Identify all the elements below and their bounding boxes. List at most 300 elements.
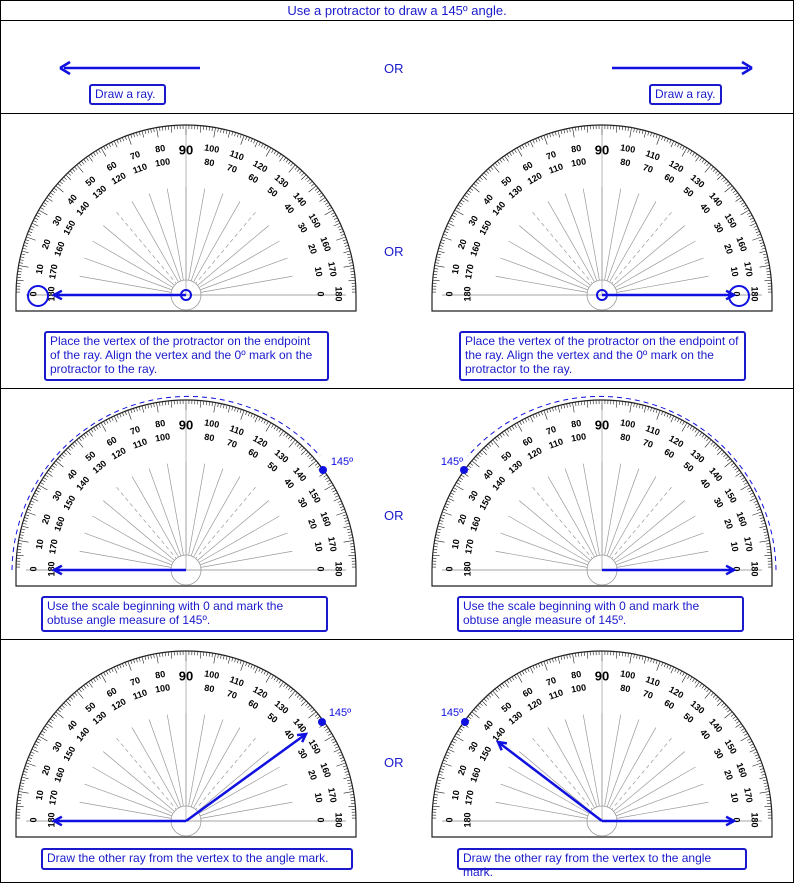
protractor-tick [33,220,37,222]
protractor-tick [346,774,350,775]
protractor-tick [344,540,354,542]
protractor-tick [762,248,766,249]
protractor-tick [436,783,440,784]
protractor-tick [731,714,734,717]
protractor-tick [133,133,134,137]
protractor-tick [549,408,550,412]
protractor-tick [301,175,306,180]
protractor-tick [56,461,64,467]
protractor-tick [251,414,253,418]
protractor-tick [727,458,730,461]
protractor-outer-label: 110 [228,423,246,438]
protractor-tick [743,480,746,482]
protractor-tick [544,410,547,419]
protractor-outer-label: 10 [449,538,462,550]
protractor-tick [301,450,306,455]
protractor-tick [96,677,98,680]
protractor-outer-label: 60 [520,685,535,700]
protractor-tick [472,186,480,192]
protractor-tick [31,501,35,503]
protractor-inner-label: 120 [109,170,128,187]
protractor-tick [484,173,487,176]
protractor-outer-label: 170 [742,535,755,553]
protractor-tick [628,402,629,406]
protractor-tick [500,159,502,162]
protractor-tick [348,535,352,536]
protractor-tick [762,774,766,775]
protractor-tick [749,741,753,743]
protractor-tick [212,402,213,406]
protractor-inner-label: 60 [662,446,677,461]
protractor-tick [452,741,456,743]
protractor-tick [142,131,144,138]
protractor-tick [759,526,766,528]
protractor-tick [657,410,660,419]
protractor-tick [19,538,23,539]
protractor-tick [555,132,556,136]
protractor-tick [77,440,83,448]
protractor-tick [136,658,137,662]
protractor-tick [700,432,702,435]
protractor-tick [644,131,646,138]
protractor-tick [512,426,514,429]
protractor-tick [348,806,355,807]
protractor-tick [162,653,163,657]
protractor-tick [482,701,487,706]
protractor-tick [26,763,35,766]
protractor-tick [530,667,533,673]
protractor-outer-label: 120 [251,158,270,175]
protractor-tick [438,251,445,253]
protractor-tick [555,658,556,662]
step-4-right-caption: Draw the other ray from the vertex to the angle mark. [457,848,747,870]
protractor-tick [32,223,38,226]
protractor-tick [228,406,230,413]
protractor-tick [261,419,263,423]
protractor-inner-label: 30 [711,220,726,235]
protractor-tick [74,167,77,170]
protractor-tick [444,231,448,232]
protractor-tick [695,156,699,162]
protractor-tick [628,653,629,657]
protractor-tick [458,480,461,482]
protractor-outer-label: 70 [544,148,558,162]
protractor-s4-left [16,651,356,837]
protractor-end-label-left-inner: 180 [46,812,57,828]
protractor-end-label-left: 0 [28,291,39,297]
protractor-tick [36,741,40,743]
protractor-tick [21,529,25,530]
protractor-tick [241,135,244,144]
protractor-tick [476,707,479,710]
protractor-tick [713,695,716,698]
protractor-inner-label: 50 [681,710,696,725]
protractor-tick [274,426,276,429]
protractor-tick [19,789,23,790]
protractor-tick [251,139,253,143]
protractor-tick [572,654,574,664]
protractor-outer-label: 50 [83,174,98,189]
protractor-outer-label: 80 [570,417,582,430]
protractor-inner-label: 20 [722,768,735,782]
protractor-tick [507,154,509,157]
protractor-tick [759,251,766,253]
protractor-tick [664,137,665,141]
protractor-tick [466,193,469,195]
protractor-tick [284,683,286,686]
protractor-tick [482,175,487,180]
protractor-tick [756,231,760,232]
protractor-tick [570,128,571,132]
protractor-tick [151,129,152,133]
protractor-end-label-left-inner: 180 [462,286,473,302]
protractor-tick [111,668,113,672]
protractor-tick [120,414,122,418]
protractor-tick [43,477,46,479]
protractor-inner-label: 40 [282,727,297,742]
protractor-tick [20,257,24,258]
protractor-outer-label: 70 [544,423,558,437]
protractor-tick [502,683,504,686]
protractor-end-label-right: 180 [749,561,760,577]
protractor-tick [307,179,310,182]
protractor-inner-label: 100 [154,156,171,169]
protractor-tick [704,161,706,164]
protractor-tick [711,167,714,170]
protractor-tick [114,141,117,147]
protractor-tick [241,661,244,670]
protractor-tick [725,461,733,467]
protractor-tick [32,749,38,752]
protractor-tick [340,231,344,232]
protractor-outer-label: 10 [33,263,46,275]
protractor-tick [299,697,302,700]
protractor-tick [486,446,489,449]
protractor-tick [493,165,499,173]
protractor-tick [336,763,345,766]
protractor-tick [630,128,632,138]
protractor-tick [133,659,134,663]
protractor-tick [436,260,440,261]
protractor-tick [715,171,718,174]
protractor-tick [98,149,100,152]
protractor-tick [339,755,343,757]
protractor-tick [723,179,726,182]
protractor-tick [544,135,547,144]
protractor-tick [463,197,469,201]
protractor-tick [86,432,88,435]
protractor-outer-label: 10 [33,789,46,801]
protractor-tick [704,436,706,439]
protractor-inner-label: 150 [61,744,78,763]
protractor-tick [145,405,146,409]
protractor-tick [725,186,733,192]
protractor-tick [84,159,86,162]
protractor-tick [502,157,504,160]
protractor-tick [136,132,137,136]
protractor-tick [750,493,754,495]
protractor-tick [713,169,716,172]
protractor-tick [350,797,354,798]
protractor-tick [634,403,635,407]
protractor-tick [451,218,455,220]
protractor-tick [120,139,122,143]
protractor-tick [670,140,672,144]
protractor-tick [527,668,529,672]
protractor-tick [435,791,445,793]
protractor-outer-label: 30 [50,488,65,503]
protractor-tick [23,248,27,249]
protractor-tick [120,665,122,669]
protractor-tick [349,538,353,539]
protractor-inner-label: 120 [525,696,544,713]
protractor-tick [45,726,48,728]
protractor-tick [458,205,461,207]
protractor-tick [750,749,756,752]
protractor-tick [228,131,230,138]
protractor-tick [264,671,266,675]
protractor-tick [486,697,489,700]
protractor-tick [687,675,689,678]
protractor-tick [344,265,354,267]
protractor-tick [290,438,293,441]
protractor-tick [17,806,24,807]
protractor-tick [700,157,702,160]
protractor-tick [717,701,722,706]
protractor-end-label-right-inner: 0 [315,291,326,297]
protractor-tick [705,440,711,448]
protractor-tick [616,401,617,408]
protractor-tick [690,426,692,429]
protractor-outer-label: 20 [39,763,53,777]
protractor-tick [171,401,172,408]
page-title: Use a protractor to draw a 145º angle. [287,3,507,18]
protractor-inner-label: 30 [295,495,310,510]
protractor-tick [333,741,337,743]
protractor-tick [52,465,55,467]
protractor-tick [752,763,761,766]
protractor-inner-label: 140 [74,725,92,744]
protractor-tick [744,733,747,735]
protractor-tick [433,280,440,281]
protractor-tick [751,220,755,222]
protractor-s4-right [432,651,772,837]
protractor-tick [472,461,480,467]
protractor-outer-label: 130 [272,698,291,716]
protractor-tick [344,242,348,243]
protractor-tick [552,132,553,136]
protractor-tick [171,652,172,659]
protractor-tick [433,555,440,556]
protractor-tick [687,424,689,427]
protractor-tick [476,456,479,459]
protractor-tick [449,746,453,748]
step-4-left-caption: Draw the other ray from the vertex to the angle mark. [41,848,353,870]
protractor-tick [52,716,55,718]
protractor-inner-label: 120 [525,445,544,462]
protractor-tick [661,411,662,415]
protractor-tick [572,403,574,413]
protractor-tick [461,726,464,728]
protractor-outer-label: 120 [251,684,270,701]
protractor-tick [725,712,733,718]
protractor-tick [490,693,493,696]
protractor-tick [240,660,241,664]
protractor-tick [40,482,43,484]
protractor-tick [434,797,438,798]
protractor-tick [347,529,351,530]
protractor-tick [48,470,51,472]
protractor-inner-label: 170 [47,263,60,280]
protractor-tick [575,402,576,406]
protractor-tick [156,654,158,664]
protractor-tick [77,691,83,699]
protractor-end-label-left-inner: 180 [462,561,473,577]
protractor-center-label: 90 [178,417,194,433]
protractor-inner-label: 40 [698,727,713,742]
protractor-tick [677,144,679,148]
protractor-tick [587,126,588,133]
protractor-tick [443,234,447,235]
protractor-tick [536,139,538,143]
protractor-tick [279,156,283,162]
protractor-tick [24,517,28,518]
protractor-tick [33,495,37,497]
protractor-outer-label: 60 [104,685,119,700]
or-label-4: OR [384,755,404,770]
protractor-tick [47,723,53,727]
protractor-tick [327,480,330,482]
protractor-tick [625,653,626,657]
protractor-tick [759,766,763,767]
protractor-tick [19,265,29,267]
protractor-tick [435,263,439,264]
protractor-base [432,570,772,586]
protractor-tick [58,183,61,186]
protractor-tick [33,746,37,748]
protractor-tick [131,660,132,664]
protractor-tick [478,705,481,708]
protractor-tick [315,714,318,717]
protractor-tick [495,689,498,692]
protractor-tick [564,129,565,133]
protractor-inner-label: 170 [47,789,60,806]
protractor-tick [324,726,327,728]
protractor-tick [350,794,354,795]
protractor-outer-label: 120 [667,433,686,450]
protractor-inner-label: 110 [547,161,565,176]
protractor-tick [488,444,491,447]
protractor-inner-label: 140 [74,474,92,493]
protractor-tick [766,543,770,544]
protractor-tick [241,410,244,419]
protractor-tick [209,127,210,131]
protractor-inner-label: 60 [662,697,677,712]
protractor-tick [743,205,746,207]
protractor-tick [446,504,450,506]
protractor-tick [761,245,765,246]
protractor-tick [311,183,314,186]
protractor-tick [715,697,718,700]
protractor-tick [439,248,443,249]
protractor-tick [261,144,263,148]
protractor-tick [575,127,576,131]
protractor-s3-left [16,400,356,586]
protractor-inner-label: 100 [154,682,171,695]
protractor-tick [343,766,347,767]
protractor-outer-label: 40 [481,718,496,733]
protractor-tick [661,136,662,140]
protractor-tick [338,226,342,228]
protractor-tick [28,231,32,232]
protractor-tick [349,789,353,790]
protractor-tick [209,402,210,406]
protractor-outer-label: 40 [65,467,80,482]
protractor-inner-label: 110 [547,687,565,702]
protractor-tick [50,468,53,470]
protractor-tick [547,409,548,413]
protractor-tick [764,786,768,787]
protractor-end-label-right-inner: 0 [731,291,742,297]
protractor-tick [459,202,462,204]
protractor-tick [533,415,535,419]
protractor-tick [567,404,568,408]
protractor-tick [276,152,278,155]
protractor-tick [86,683,88,686]
protractor-tick [692,152,694,155]
protractor-tick [223,655,224,659]
protractor-tick [114,667,117,673]
protractor-tick [675,417,677,421]
protractor-tick [760,540,770,542]
protractor-tick [555,407,556,411]
protractor-tick [70,446,73,449]
protractor-tick [570,654,571,658]
protractor-tick [274,677,276,680]
protractor-tick [436,257,440,258]
protractor-tick [74,442,77,445]
protractor-tick [443,509,447,510]
protractor-tick [651,658,652,662]
protractor-tick [288,436,290,439]
protractor-tick [154,403,155,407]
protractor-tick [27,509,31,510]
protractor-tick [77,165,83,173]
protractor-tick [525,670,527,674]
protractor-tick [248,412,249,416]
protractor-inner-label: 150 [477,218,494,237]
protractor-tick [443,760,447,761]
protractor-s3-right [432,400,772,586]
protractor-outer-label: 40 [481,467,496,482]
protractor-tick [717,699,720,702]
protractor-tick [106,420,108,424]
protractor-tick [434,268,438,269]
protractor-tick [750,223,756,226]
protractor-tick [151,655,152,659]
protractor-inner-label: 80 [619,682,632,695]
protractor-tick [159,653,160,657]
protractor-tick [37,213,40,215]
protractor-tick [587,652,588,659]
protractor-tick [254,666,256,670]
protractor-inner-label: 160 [468,766,483,784]
protractor-outer-label: 20 [455,763,469,777]
protractor-tick [755,504,759,506]
protractor-tick [35,493,39,495]
protractor-tick [334,493,338,495]
protractor-tick [111,142,113,146]
